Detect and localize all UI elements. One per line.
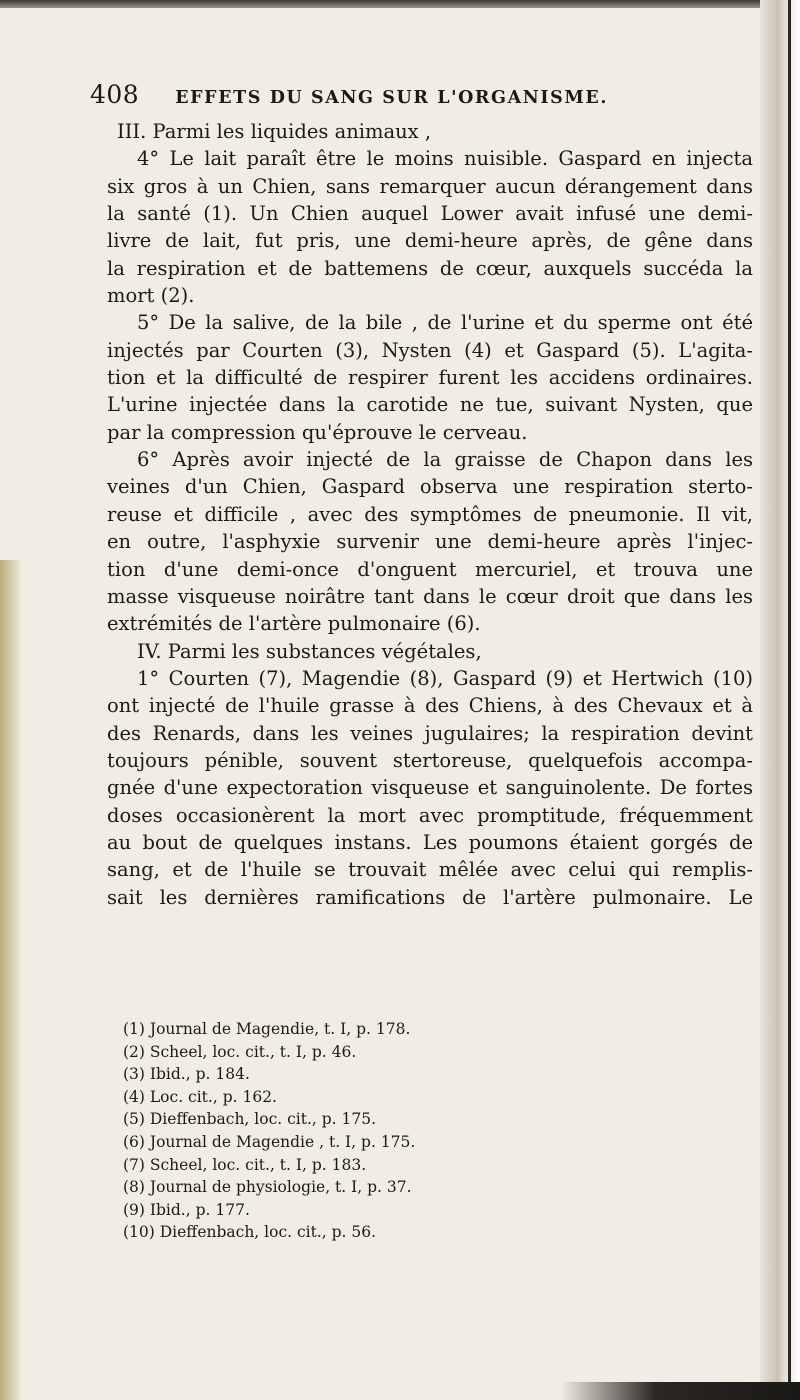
footnote: (8) Journal de physiologie, t. I, p. 37. bbox=[123, 1178, 412, 1197]
page-number: 408 bbox=[90, 80, 140, 109]
text-line: toujours pénible, souvent stertoreuse, quelquefois accompa- bbox=[107, 748, 753, 772]
text-line: reuse et difficile , avec des symptômes de pneumonie. Il vit, bbox=[107, 502, 753, 526]
text-line: 5° De la salive, de la bile , de l'urine et du sperme ont été bbox=[137, 311, 753, 335]
page-header bbox=[90, 80, 750, 116]
footnote: (9) Ibid., p. 177. bbox=[123, 1200, 250, 1219]
text-line: tion et la difficulté de respirer furent les accidens ordinaires. bbox=[107, 366, 753, 390]
page-edge-stain bbox=[0, 560, 22, 1400]
footnotes bbox=[123, 1018, 743, 1244]
text-line: ont injecté de l'huile grasse à des Chiens, à des Chevaux et à bbox=[107, 694, 753, 718]
page-bottom-shadow bbox=[560, 1382, 800, 1400]
text-line: masse visqueuse noirâtre tant dans le cœur droit que dans les bbox=[107, 584, 753, 608]
running-title: EFFETS DU SANG SUR L'ORGANISME. bbox=[175, 88, 609, 108]
text-line: la santé (1). Un Chien auquel Lower avait infusé une demi- bbox=[107, 202, 753, 226]
footnote: (2) Scheel, loc. cit., t. I, p. 46. bbox=[123, 1042, 357, 1061]
text-line: injectés par Courten (3), Nysten (4) et Gaspard (5). L'agita- bbox=[107, 338, 753, 362]
text-line: sait les dernières ramifications de l'artère pulmonaire. Le bbox=[107, 885, 753, 909]
text-line: gnée d'une expectoration visqueuse et sanguinolente. De fortes bbox=[107, 776, 753, 800]
footnote: (7) Scheel, loc. cit., t. I, p. 183. bbox=[123, 1155, 367, 1174]
text-line: six gros à un Chien, sans remarquer aucun dérangement dans bbox=[107, 174, 753, 198]
text-line: 1° Courten (7), Magendie (8), Gaspard (9) et Hertwich (10) bbox=[137, 666, 753, 690]
text-line: 4° Le lait paraît être le moins nuisible. Gaspard en injecta bbox=[137, 147, 753, 171]
text-line: L'urine injectée dans la carotide ne tue, suivant Nysten, que bbox=[107, 393, 753, 417]
text-line: des Renards, dans les veines jugulaires; la respiration devint bbox=[107, 721, 753, 745]
text-line: sang, et de l'huile se trouvait mêlée avec celui qui remplis- bbox=[107, 858, 753, 882]
text-line: 6° Après avoir injecté de la graisse de Chapon dans les bbox=[137, 448, 753, 472]
text-line: mort (2). bbox=[107, 284, 195, 308]
text-line: par la compression qu'éprouve le cerveau. bbox=[107, 420, 528, 444]
section-heading-iv: IV. Parmi les substances végétales, bbox=[137, 639, 482, 663]
text-line: en outre, l'asphyxie survenir une demi-heure après l'injec- bbox=[107, 530, 753, 554]
page-top-shadow bbox=[0, 0, 800, 8]
footnote: (10) Dieffenbach, loc. cit., p. 56. bbox=[123, 1223, 377, 1242]
body-text bbox=[107, 118, 753, 911]
section-heading-iii: III. Parmi les liquides animaux , bbox=[117, 120, 432, 143]
text-line: livre de lait, fut pris, une demi-heure après, de gêne dans bbox=[107, 229, 753, 253]
text-line: doses occasionèrent la mort avec promptitude, fréquemment bbox=[107, 803, 753, 827]
text-line: extrémités de l'artère pulmonaire (6). bbox=[107, 612, 481, 636]
footnote: (5) Dieffenbach, loc. cit., p. 175. bbox=[123, 1110, 377, 1129]
text-line: veines d'un Chien, Gaspard observa une respiration sterto- bbox=[107, 475, 753, 499]
text-line: au bout de quelques instans. Les poumons étaient gorgés de bbox=[107, 830, 753, 854]
text-line: la respiration et de battemens de cœur, auxquels succéda la bbox=[107, 256, 753, 280]
footnote: (3) Ibid., p. 184. bbox=[123, 1065, 250, 1084]
footnote: (1) Journal de Magendie, t. I, p. 178. bbox=[123, 1020, 411, 1038]
footnote: (4) Loc. cit., p. 162. bbox=[123, 1087, 277, 1106]
gutter-line bbox=[788, 0, 791, 1400]
footnote: (6) Journal de Magendie , t. I, p. 175. bbox=[123, 1132, 416, 1151]
text-line: tion d'une demi-once d'onguent mercuriel, et trouva une bbox=[107, 557, 753, 581]
book-gutter bbox=[760, 0, 800, 1400]
